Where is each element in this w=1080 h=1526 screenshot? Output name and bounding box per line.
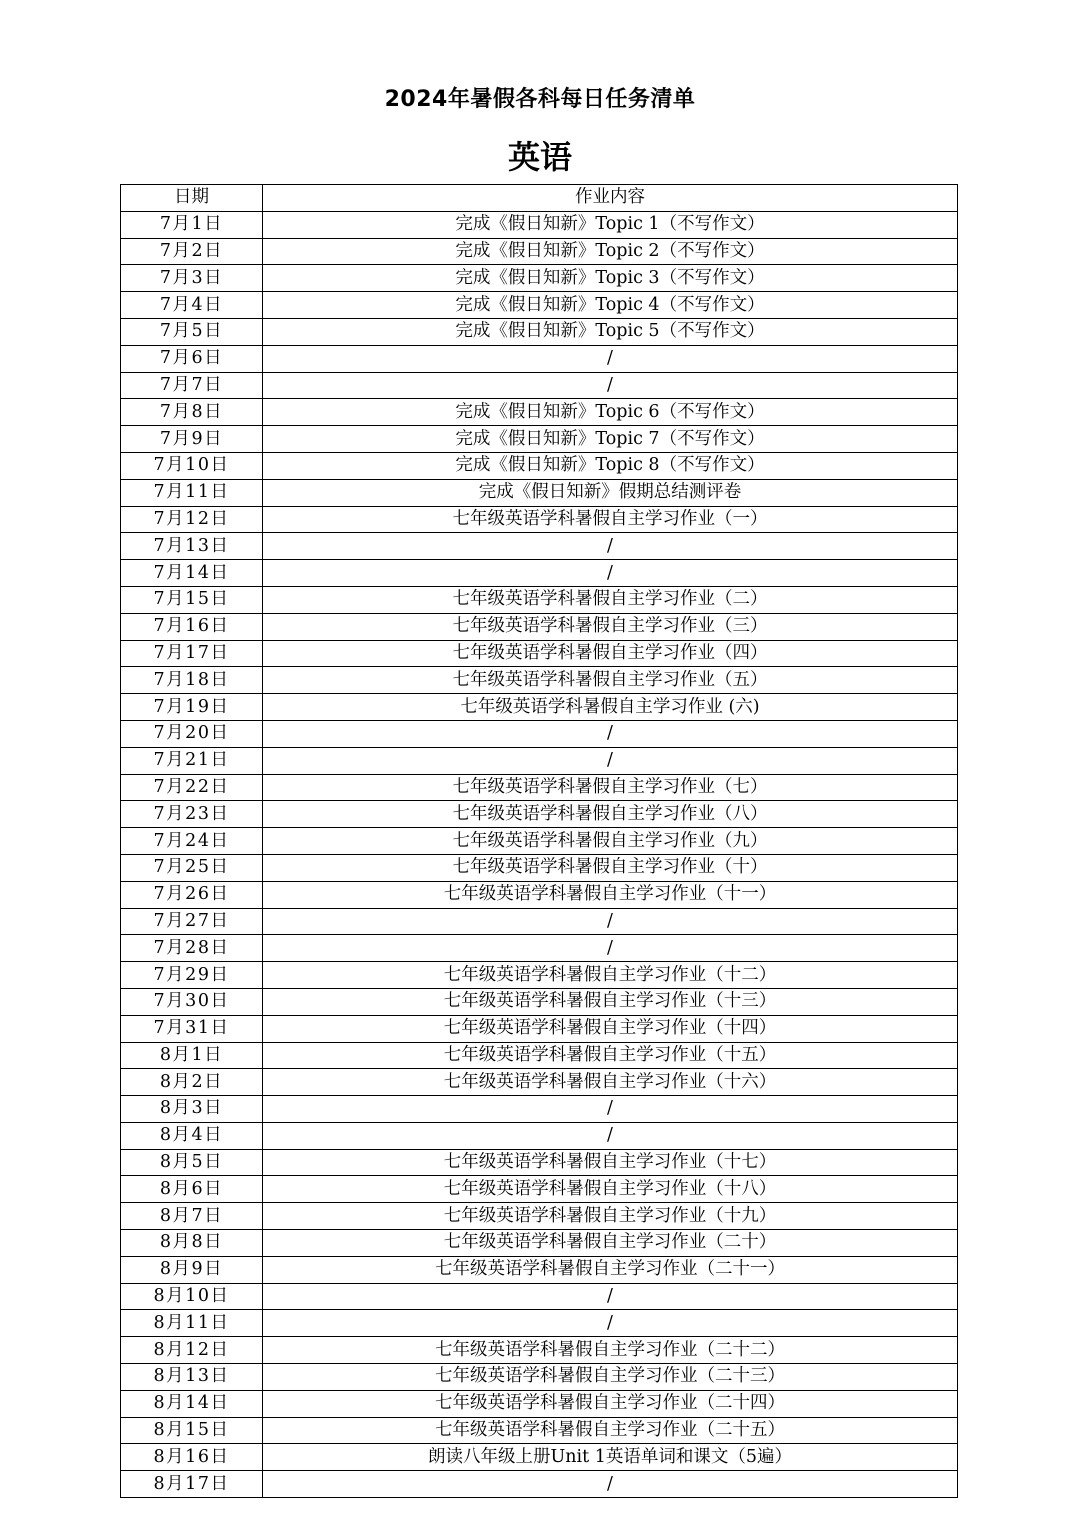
task-cell: / bbox=[263, 1122, 958, 1149]
date-cell: 7月10日 bbox=[121, 452, 263, 479]
table-row bbox=[121, 935, 958, 962]
task-cell: 完成《假日知新》Topic 4（不写作文） bbox=[263, 292, 958, 319]
date-cell: 7月15日 bbox=[121, 586, 263, 613]
date-cell: 8月13日 bbox=[121, 1364, 263, 1391]
task-cell: / bbox=[263, 1283, 958, 1310]
date-cell: 8月16日 bbox=[121, 1444, 263, 1471]
task-cell: / bbox=[263, 533, 958, 560]
table-row bbox=[121, 667, 958, 694]
table-row bbox=[121, 560, 958, 587]
date-cell: 8月4日 bbox=[121, 1122, 263, 1149]
table-row bbox=[121, 292, 958, 319]
date-cell: 7月1日 bbox=[121, 211, 263, 238]
table-header-row bbox=[121, 185, 958, 212]
table-row bbox=[121, 720, 958, 747]
task-cell: 七年级英语学科暑假自主学习作业（十三） bbox=[263, 988, 958, 1015]
task-cell: 七年级英语学科暑假自主学习作业（二十二） bbox=[263, 1337, 958, 1364]
date-cell: 7月24日 bbox=[121, 828, 263, 855]
table-row bbox=[121, 452, 958, 479]
table-row bbox=[121, 1364, 958, 1391]
table-row bbox=[121, 1283, 958, 1310]
task-cell: 七年级英语学科暑假自主学习作业（二十一） bbox=[263, 1256, 958, 1283]
date-cell: 8月14日 bbox=[121, 1390, 263, 1417]
header-date: 日期 bbox=[121, 185, 263, 212]
table-row bbox=[121, 318, 958, 345]
task-cell: / bbox=[263, 560, 958, 587]
table-row bbox=[121, 613, 958, 640]
table-row bbox=[121, 881, 958, 908]
table-row bbox=[121, 506, 958, 533]
task-cell: 七年级英语学科暑假自主学习作业（十四） bbox=[263, 1015, 958, 1042]
date-cell: 7月16日 bbox=[121, 613, 263, 640]
task-cell: 七年级英语学科暑假自主学习作业（三） bbox=[263, 613, 958, 640]
table-row bbox=[121, 399, 958, 426]
task-cell: 七年级英语学科暑假自主学习作业（二十三） bbox=[263, 1364, 958, 1391]
table-row bbox=[121, 854, 958, 881]
task-cell: / bbox=[263, 1096, 958, 1123]
date-cell: 7月19日 bbox=[121, 694, 263, 721]
date-cell: 7月7日 bbox=[121, 372, 263, 399]
date-cell: 7月25日 bbox=[121, 854, 263, 881]
date-cell: 8月12日 bbox=[121, 1337, 263, 1364]
table-row bbox=[121, 1337, 958, 1364]
task-cell: 完成《假日知新》Topic 8（不写作文） bbox=[263, 452, 958, 479]
task-cell: 七年级英语学科暑假自主学习作业（一） bbox=[263, 506, 958, 533]
table-row bbox=[121, 1390, 958, 1417]
date-cell: 8月2日 bbox=[121, 1069, 263, 1096]
task-cell: / bbox=[263, 935, 958, 962]
date-cell: 8月15日 bbox=[121, 1417, 263, 1444]
table-row bbox=[121, 962, 958, 989]
date-cell: 7月29日 bbox=[121, 962, 263, 989]
date-cell: 7月6日 bbox=[121, 345, 263, 372]
table-row bbox=[121, 1444, 958, 1471]
date-cell: 8月5日 bbox=[121, 1149, 263, 1176]
task-cell: 七年级英语学科暑假自主学习作业 (六) bbox=[263, 694, 958, 721]
task-cell: 七年级英语学科暑假自主学习作业（八） bbox=[263, 801, 958, 828]
task-cell: 七年级英语学科暑假自主学习作业（十一） bbox=[263, 881, 958, 908]
date-cell: 8月10日 bbox=[121, 1283, 263, 1310]
task-cell: 七年级英语学科暑假自主学习作业（十七） bbox=[263, 1149, 958, 1176]
table-row bbox=[121, 426, 958, 453]
task-cell: 七年级英语学科暑假自主学习作业（二） bbox=[263, 586, 958, 613]
table-row bbox=[121, 1230, 958, 1257]
table-row bbox=[121, 988, 958, 1015]
task-cell: 七年级英语学科暑假自主学习作业（二十五） bbox=[263, 1417, 958, 1444]
table-row bbox=[121, 1176, 958, 1203]
table-row bbox=[121, 640, 958, 667]
date-cell: 7月5日 bbox=[121, 318, 263, 345]
table-row bbox=[121, 1471, 958, 1498]
date-cell: 7月18日 bbox=[121, 667, 263, 694]
date-cell: 7月13日 bbox=[121, 533, 263, 560]
document-title: 2024年暑假各科每日任务清单 bbox=[384, 87, 696, 112]
table-row bbox=[121, 479, 958, 506]
task-cell: / bbox=[263, 720, 958, 747]
task-cell: / bbox=[263, 1310, 958, 1337]
date-cell: 8月17日 bbox=[121, 1471, 263, 1498]
table-row bbox=[121, 1149, 958, 1176]
task-cell: 完成《假日知新》Topic 2（不写作文） bbox=[263, 238, 958, 265]
task-cell: 七年级英语学科暑假自主学习作业（二十四） bbox=[263, 1390, 958, 1417]
date-cell: 7月3日 bbox=[121, 265, 263, 292]
table-row bbox=[121, 908, 958, 935]
table-row bbox=[121, 1256, 958, 1283]
task-cell: 七年级英语学科暑假自主学习作业（十二） bbox=[263, 962, 958, 989]
table-row bbox=[121, 1310, 958, 1337]
date-cell: 7月11日 bbox=[121, 479, 263, 506]
table-row bbox=[121, 747, 958, 774]
date-cell: 7月31日 bbox=[121, 1015, 263, 1042]
task-cell: 七年级英语学科暑假自主学习作业（十） bbox=[263, 854, 958, 881]
date-cell: 7月14日 bbox=[121, 560, 263, 587]
task-cell: 完成《假日知新》Topic 3（不写作文） bbox=[263, 265, 958, 292]
date-cell: 7月2日 bbox=[121, 238, 263, 265]
task-cell: 七年级英语学科暑假自主学习作业（四） bbox=[263, 640, 958, 667]
table-row bbox=[121, 533, 958, 560]
task-cell: 七年级英语学科暑假自主学习作业（九） bbox=[263, 828, 958, 855]
table-row bbox=[121, 694, 958, 721]
header-task: 作业内容 bbox=[263, 185, 958, 212]
task-cell: / bbox=[263, 1471, 958, 1498]
table-row bbox=[121, 372, 958, 399]
date-cell: 8月9日 bbox=[121, 1256, 263, 1283]
date-cell: 7月9日 bbox=[121, 426, 263, 453]
table-row bbox=[121, 1015, 958, 1042]
task-cell: 完成《假日知新》Topic 7（不写作文） bbox=[263, 426, 958, 453]
table-row bbox=[121, 801, 958, 828]
task-cell: 朗读八年级上册Unit 1英语单词和课文（5遍） bbox=[263, 1444, 958, 1471]
table-row bbox=[121, 265, 958, 292]
task-cell: 七年级英语学科暑假自主学习作业（七） bbox=[263, 774, 958, 801]
table-row bbox=[121, 238, 958, 265]
date-cell: 7月21日 bbox=[121, 747, 263, 774]
date-cell: 7月20日 bbox=[121, 720, 263, 747]
date-cell: 8月11日 bbox=[121, 1310, 263, 1337]
task-cell: 七年级英语学科暑假自主学习作业（二十） bbox=[263, 1230, 958, 1257]
date-cell: 8月8日 bbox=[121, 1230, 263, 1257]
table-row bbox=[121, 774, 958, 801]
date-cell: 7月27日 bbox=[121, 908, 263, 935]
date-cell: 7月23日 bbox=[121, 801, 263, 828]
task-cell: / bbox=[263, 747, 958, 774]
task-cell: 完成《假日知新》Topic 1（不写作文） bbox=[263, 211, 958, 238]
date-cell: 8月3日 bbox=[121, 1096, 263, 1123]
date-cell: 7月26日 bbox=[121, 881, 263, 908]
date-cell: 7月22日 bbox=[121, 774, 263, 801]
table-body bbox=[121, 211, 958, 1497]
task-cell: 七年级英语学科暑假自主学习作业（五） bbox=[263, 667, 958, 694]
date-cell: 7月8日 bbox=[121, 399, 263, 426]
date-cell: 7月12日 bbox=[121, 506, 263, 533]
table-row bbox=[121, 1042, 958, 1069]
subject-title: 英语 bbox=[507, 138, 572, 176]
task-cell: 七年级英语学科暑假自主学习作业（十六） bbox=[263, 1069, 958, 1096]
table-row bbox=[121, 1096, 958, 1123]
date-cell: 8月1日 bbox=[121, 1042, 263, 1069]
date-cell: 8月6日 bbox=[121, 1176, 263, 1203]
task-cell: 七年级英语学科暑假自主学习作业（十九） bbox=[263, 1203, 958, 1230]
date-cell: 8月7日 bbox=[121, 1203, 263, 1230]
task-cell: 完成《假日知新》Topic 5（不写作文） bbox=[263, 318, 958, 345]
task-cell: 七年级英语学科暑假自主学习作业（十五） bbox=[263, 1042, 958, 1069]
date-cell: 7月30日 bbox=[121, 988, 263, 1015]
table-row bbox=[121, 1417, 958, 1444]
task-cell: 七年级英语学科暑假自主学习作业（十八） bbox=[263, 1176, 958, 1203]
date-cell: 7月4日 bbox=[121, 292, 263, 319]
task-cell: / bbox=[263, 372, 958, 399]
task-table bbox=[120, 184, 958, 1498]
table-row bbox=[121, 1122, 958, 1149]
table-row bbox=[121, 345, 958, 372]
task-cell: / bbox=[263, 345, 958, 372]
task-cell: 完成《假日知新》Topic 6（不写作文） bbox=[263, 399, 958, 426]
task-cell: / bbox=[263, 908, 958, 935]
table-row bbox=[121, 586, 958, 613]
table-row bbox=[121, 1203, 958, 1230]
date-cell: 7月17日 bbox=[121, 640, 263, 667]
table-row bbox=[121, 1069, 958, 1096]
table-row bbox=[121, 211, 958, 238]
date-cell: 7月28日 bbox=[121, 935, 263, 962]
task-cell: 完成《假日知新》假期总结测评卷 bbox=[263, 479, 958, 506]
table-row bbox=[121, 828, 958, 855]
